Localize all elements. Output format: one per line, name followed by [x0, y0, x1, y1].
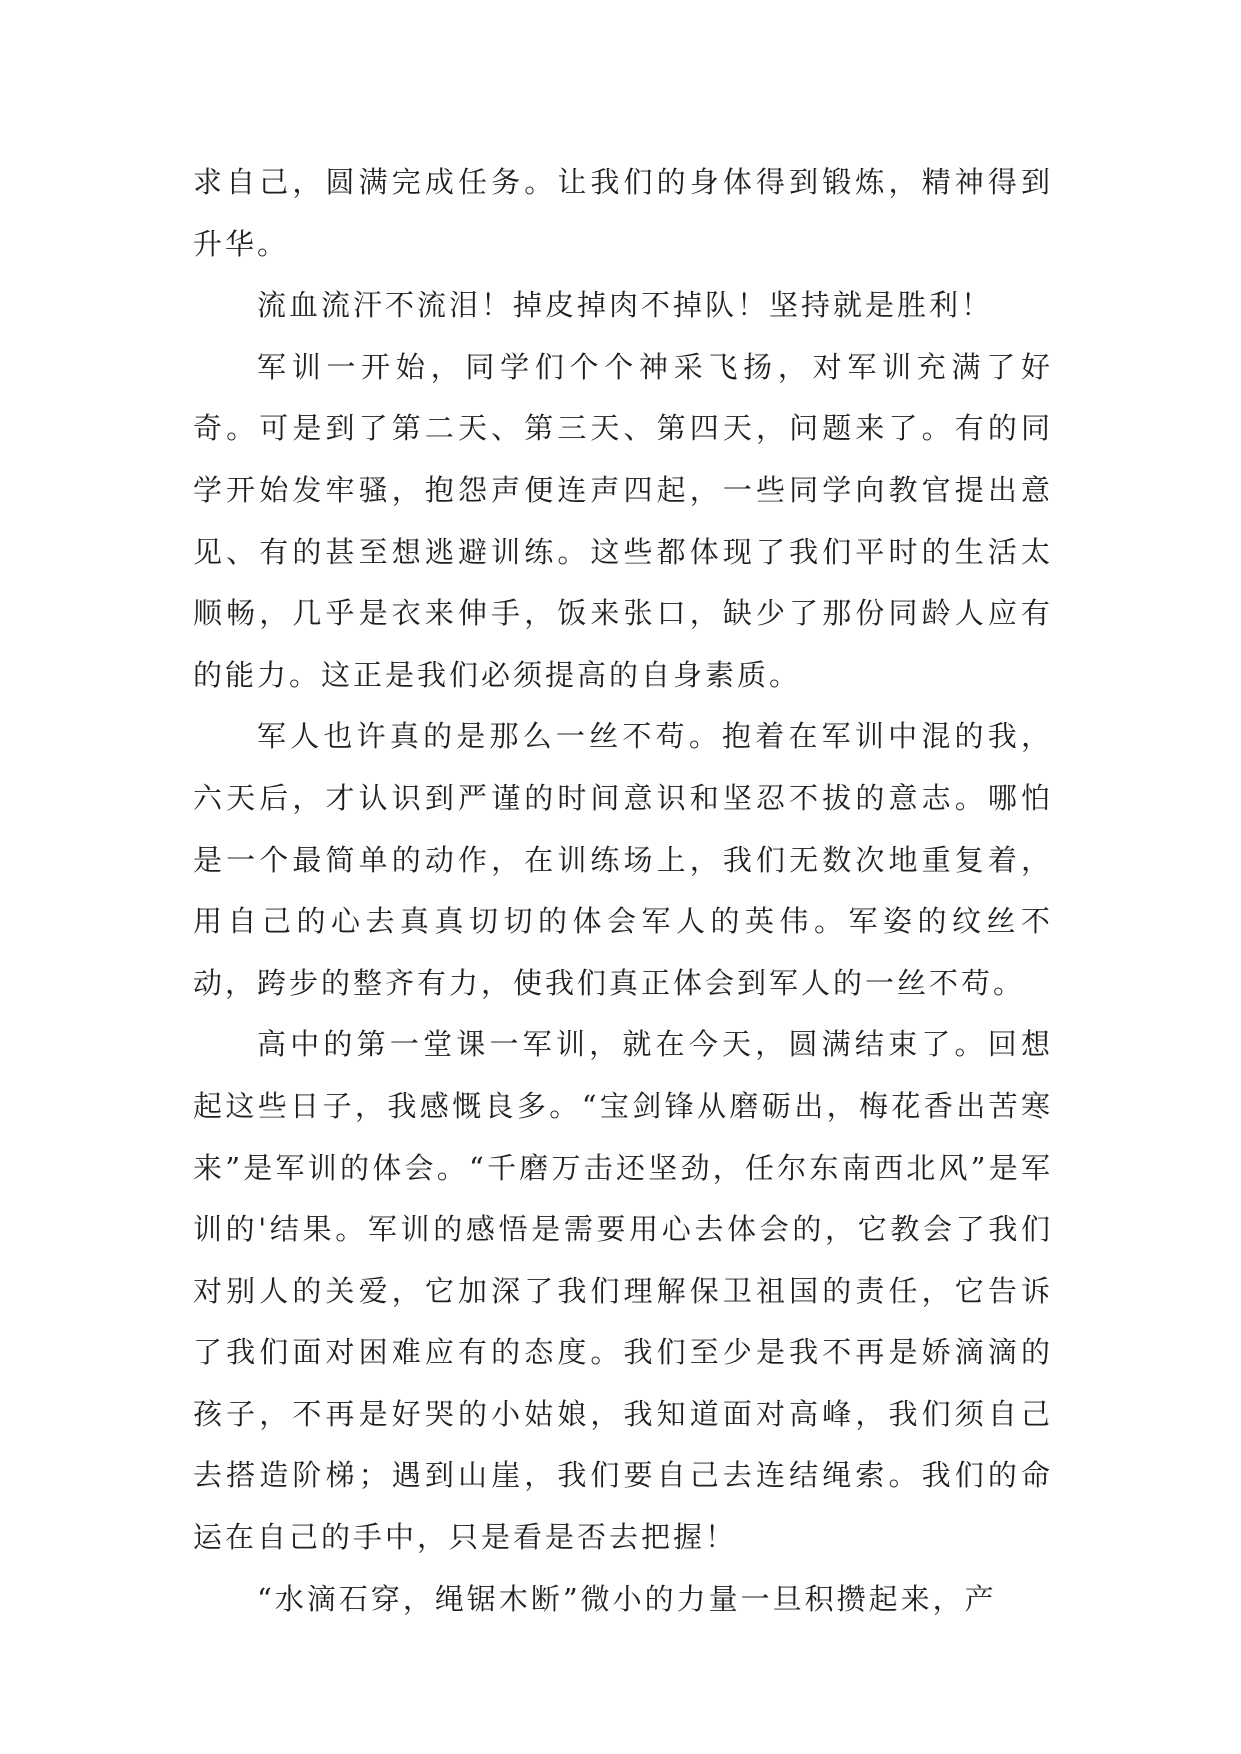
paragraph-training-start: 军训一开始，同学们个个神采飞扬，对军训充满了好奇。可是到了第二天、第三天、第四天，问题来了。有的同学开始发牢骚，抱怨声便连声四起，一些同学向教官提出意见、有的甚至想逃避训练。这些都体现了我们平时的生活太顺畅，几乎是衣来伸手，饭来张口，缺少了那份同龄人应有的能力。这正是我们必须提高的自身素质。: [193, 349, 1053, 692]
paragraph-reflection: 高中的第一堂课一军训，就在今天，圆满结束了。回想起这些日子，我感慨良多。“宝剑锋从磨砺出，梅花香出苦寒来”是军训的体会。“千磨万击还坚劲，任尔东南西北风”是军训的'结果。军训的感悟是需要用心去体会的，它教会了我们对别人的关爱，它加深了我们理解保卫祖国的责任，它告诉了我们面对困难应有的态度。我们至少是我不再是娇滴滴的孩子，不再是好哭的小姑娘，我知道面对高峰，我们须自己去搭造阶梯；遇到山崖，我们要自己去连结绳索。我们的命运在自己的手中，只是看是否去把握！: [193, 1027, 1053, 1555]
paragraph-soldier-discipline: 军人也许真的是那么一丝不苟。抱着在军训中混的我，六天后，才认识到严谨的时间意识和坚忍不拔的意志。哪怕是一个最简单的动作，在训练场上，我们无数次地重复着，用自己的心去真真切切的体会军人的英伟。军姿的纹丝不动，跨步的整齐有力，使我们真正体会到军人的一丝不苟。: [193, 719, 1053, 1000]
document-body: [193, 152, 1053, 1630]
paragraph-continuation: 求自己，圆满完成任务。让我们的身体得到锻炼，精神得到升华。: [193, 165, 1053, 261]
paragraph-slogan: 流血流汗不流泪！掉皮掉肉不掉队！坚持就是胜利！: [257, 288, 994, 323]
paragraph-closing-start: “水滴石穿，绳锯木断”微小的力量一旦积攒起来，产: [257, 1581, 997, 1616]
